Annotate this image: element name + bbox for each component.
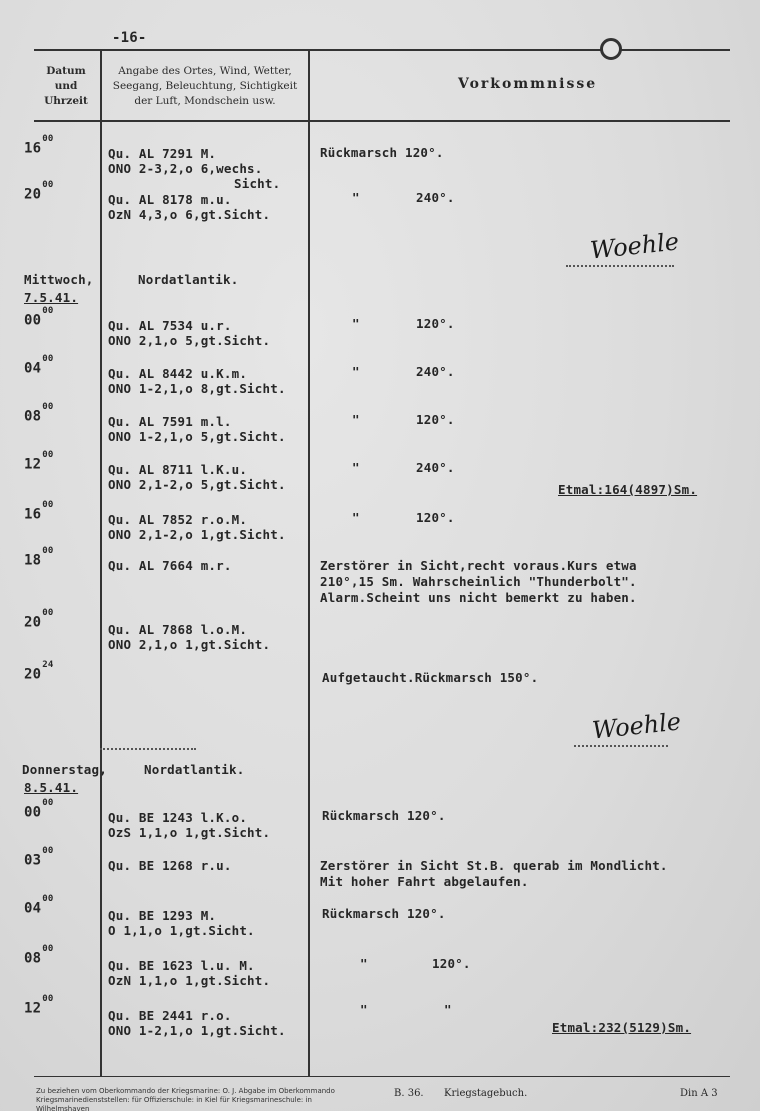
footer-paper-size: Din A 3 <box>680 1088 718 1099</box>
row-time: $12^{00}$ <box>24 994 54 1017</box>
row-event-ditto: " <box>352 364 360 379</box>
row-event: Zerstörer in Sicht,recht voraus.Kurs etwa 210°,15 Sm. Wahrscheinlich "Thunderbolt". Alarm.Scheint uns nicht bemerkt zu haben. <box>320 558 637 605</box>
day-date: 7.5.41. <box>24 290 79 305</box>
row-event: 240°. <box>416 190 455 205</box>
header-top-rule <box>34 49 730 51</box>
day-name: Donnerstag, <box>22 762 107 777</box>
row-event: Rückmarsch 120°. <box>320 145 444 160</box>
header-vorkommnisse: Vorkommnisse <box>458 76 598 92</box>
row-time: $20^{24}$ <box>24 660 54 683</box>
row-location: Qu. AL 7852 r.o.M. ONO 2,1-2,o 1,gt.Sicht. <box>108 512 286 542</box>
row-location: Qu. AL 7868 l.o.M. ONO 2,1,o 1,gt.Sicht. <box>108 622 271 652</box>
header-bottom-rule <box>34 120 730 122</box>
row-event: Rückmarsch 120°. <box>322 808 446 823</box>
row-time: $00^{00}$ <box>24 306 54 329</box>
row-event: Aufgetaucht.Rückmarsch 150°. <box>322 670 539 685</box>
row-location: Qu. BE 1268 r.u. <box>108 858 232 873</box>
row-event-ditto: " <box>360 956 368 971</box>
row-event-ditto: " <box>352 412 360 427</box>
column-divider-right <box>308 50 310 1076</box>
row-time: $04^{00}$ <box>24 894 54 917</box>
footer-printer-note: Zu beziehen vom Oberkommando der Kriegsmarine: O. J. Abgabe im Oberkommando Kriegsmarinedienststellen: für Offizierschule: in Kiel für Kriegsmarineschule: in Wilhelmshaven <box>36 1087 335 1111</box>
header-datum: Datum und Uhrzeit <box>44 65 88 107</box>
signature: Woehle <box>590 707 683 745</box>
row-event: 240°. <box>416 460 455 475</box>
footer-rule <box>34 1076 730 1077</box>
footer-title: Kriegstagebuch. <box>444 1088 528 1099</box>
signature-dots <box>574 745 668 747</box>
row-event: 120°. <box>416 316 455 331</box>
row-location: Qu. AL 7664 m.r. <box>108 558 232 573</box>
day-date: 8.5.41. <box>24 780 79 795</box>
row-time: $00^{00}$ <box>24 798 54 821</box>
row-event-ditto: " <box>352 460 360 475</box>
row-time: $18^{00}$ <box>24 546 54 569</box>
page-number: -16- <box>112 30 147 46</box>
row-event: Rückmarsch 120°. <box>322 906 446 921</box>
row-time: $12^{00}$ <box>24 450 54 473</box>
row-location: Qu. BE 1243 l.K.o. OzS 1,1,o 1,gt.Sicht. <box>108 810 271 840</box>
row-event-ditto: " <box>352 510 360 525</box>
signature-dots <box>566 265 674 267</box>
row-time: $08^{00}$ <box>24 944 54 967</box>
row-location: Qu. AL 7534 u.r. ONO 2,1,o 5,gt.Sicht. <box>108 318 271 348</box>
row-location: Qu. AL 8442 u.K.m. ONO 1-2,1,o 8,gt.Sicht. <box>108 366 286 396</box>
row-time: $16^{00}$ <box>24 500 54 523</box>
row-time: $16^{00}$ <box>24 134 54 157</box>
column-divider-left <box>100 50 102 1076</box>
row-location: Qu. BE 1623 l.u. M. OzN 1,1,o 1,gt.Sicht. <box>108 958 271 988</box>
row-event: " <box>444 1002 452 1017</box>
separator-dots <box>100 748 196 750</box>
signature: Woehle <box>588 227 681 265</box>
day-area: Nordatlantik. <box>138 272 239 287</box>
row-time: $08^{00}$ <box>24 402 54 425</box>
row-location: Qu. AL 7291 M. ONO 2-3,2,o 6,wechs. Sicht. <box>108 146 281 191</box>
row-event: 120°. <box>416 412 455 427</box>
row-event: Zerstörer in Sicht St.B. querab im Mondlicht. Mit hoher Fahrt abgelaufen. <box>320 858 668 889</box>
row-location: Qu. BE 1293 M. O 1,1,o 1,gt.Sicht. <box>108 908 255 938</box>
row-event: 240°. <box>416 364 455 379</box>
row-event-ditto: " <box>352 316 360 331</box>
day-name: Mittwoch, <box>24 272 94 287</box>
row-location: Qu. BE 2441 r.o. ONO 1-2,1,o 1,gt.Sicht. <box>108 1008 286 1038</box>
row-event: 120°. <box>416 510 455 525</box>
row-event-ditto: " <box>360 1002 368 1017</box>
footer-form-number: B. 36. <box>394 1088 424 1099</box>
row-time: $03^{00}$ <box>24 846 54 869</box>
row-time: $04^{00}$ <box>24 354 54 377</box>
etmal-total: Etmal:232(5129)Sm. <box>552 1020 692 1035</box>
day-area: Nordatlantik. <box>144 762 245 777</box>
row-location: Qu. AL 8178 m.u. OzN 4,3,o 6,gt.Sicht. <box>108 192 271 222</box>
etmal-total: Etmal:164(4897)Sm. <box>558 482 698 497</box>
row-time: $20^{00}$ <box>24 608 54 631</box>
ring-hole-icon <box>600 38 622 60</box>
row-time: $20^{00}$ <box>24 180 54 203</box>
row-event: 120°. <box>432 956 471 971</box>
row-event-ditto: " <box>352 190 360 205</box>
header-angabe: Angabe des Ortes, Wind, Wetter, Seegang, Beleuchtung, Sichtigkeit der Luft, Mondschein usw. <box>112 65 298 107</box>
row-location: Qu. AL 8711 l.K.u. ONO 2,1-2,o 5,gt.Sicht. <box>108 462 286 492</box>
row-location: Qu. AL 7591 m.l. ONO 1-2,1,o 5,gt.Sicht. <box>108 414 286 444</box>
